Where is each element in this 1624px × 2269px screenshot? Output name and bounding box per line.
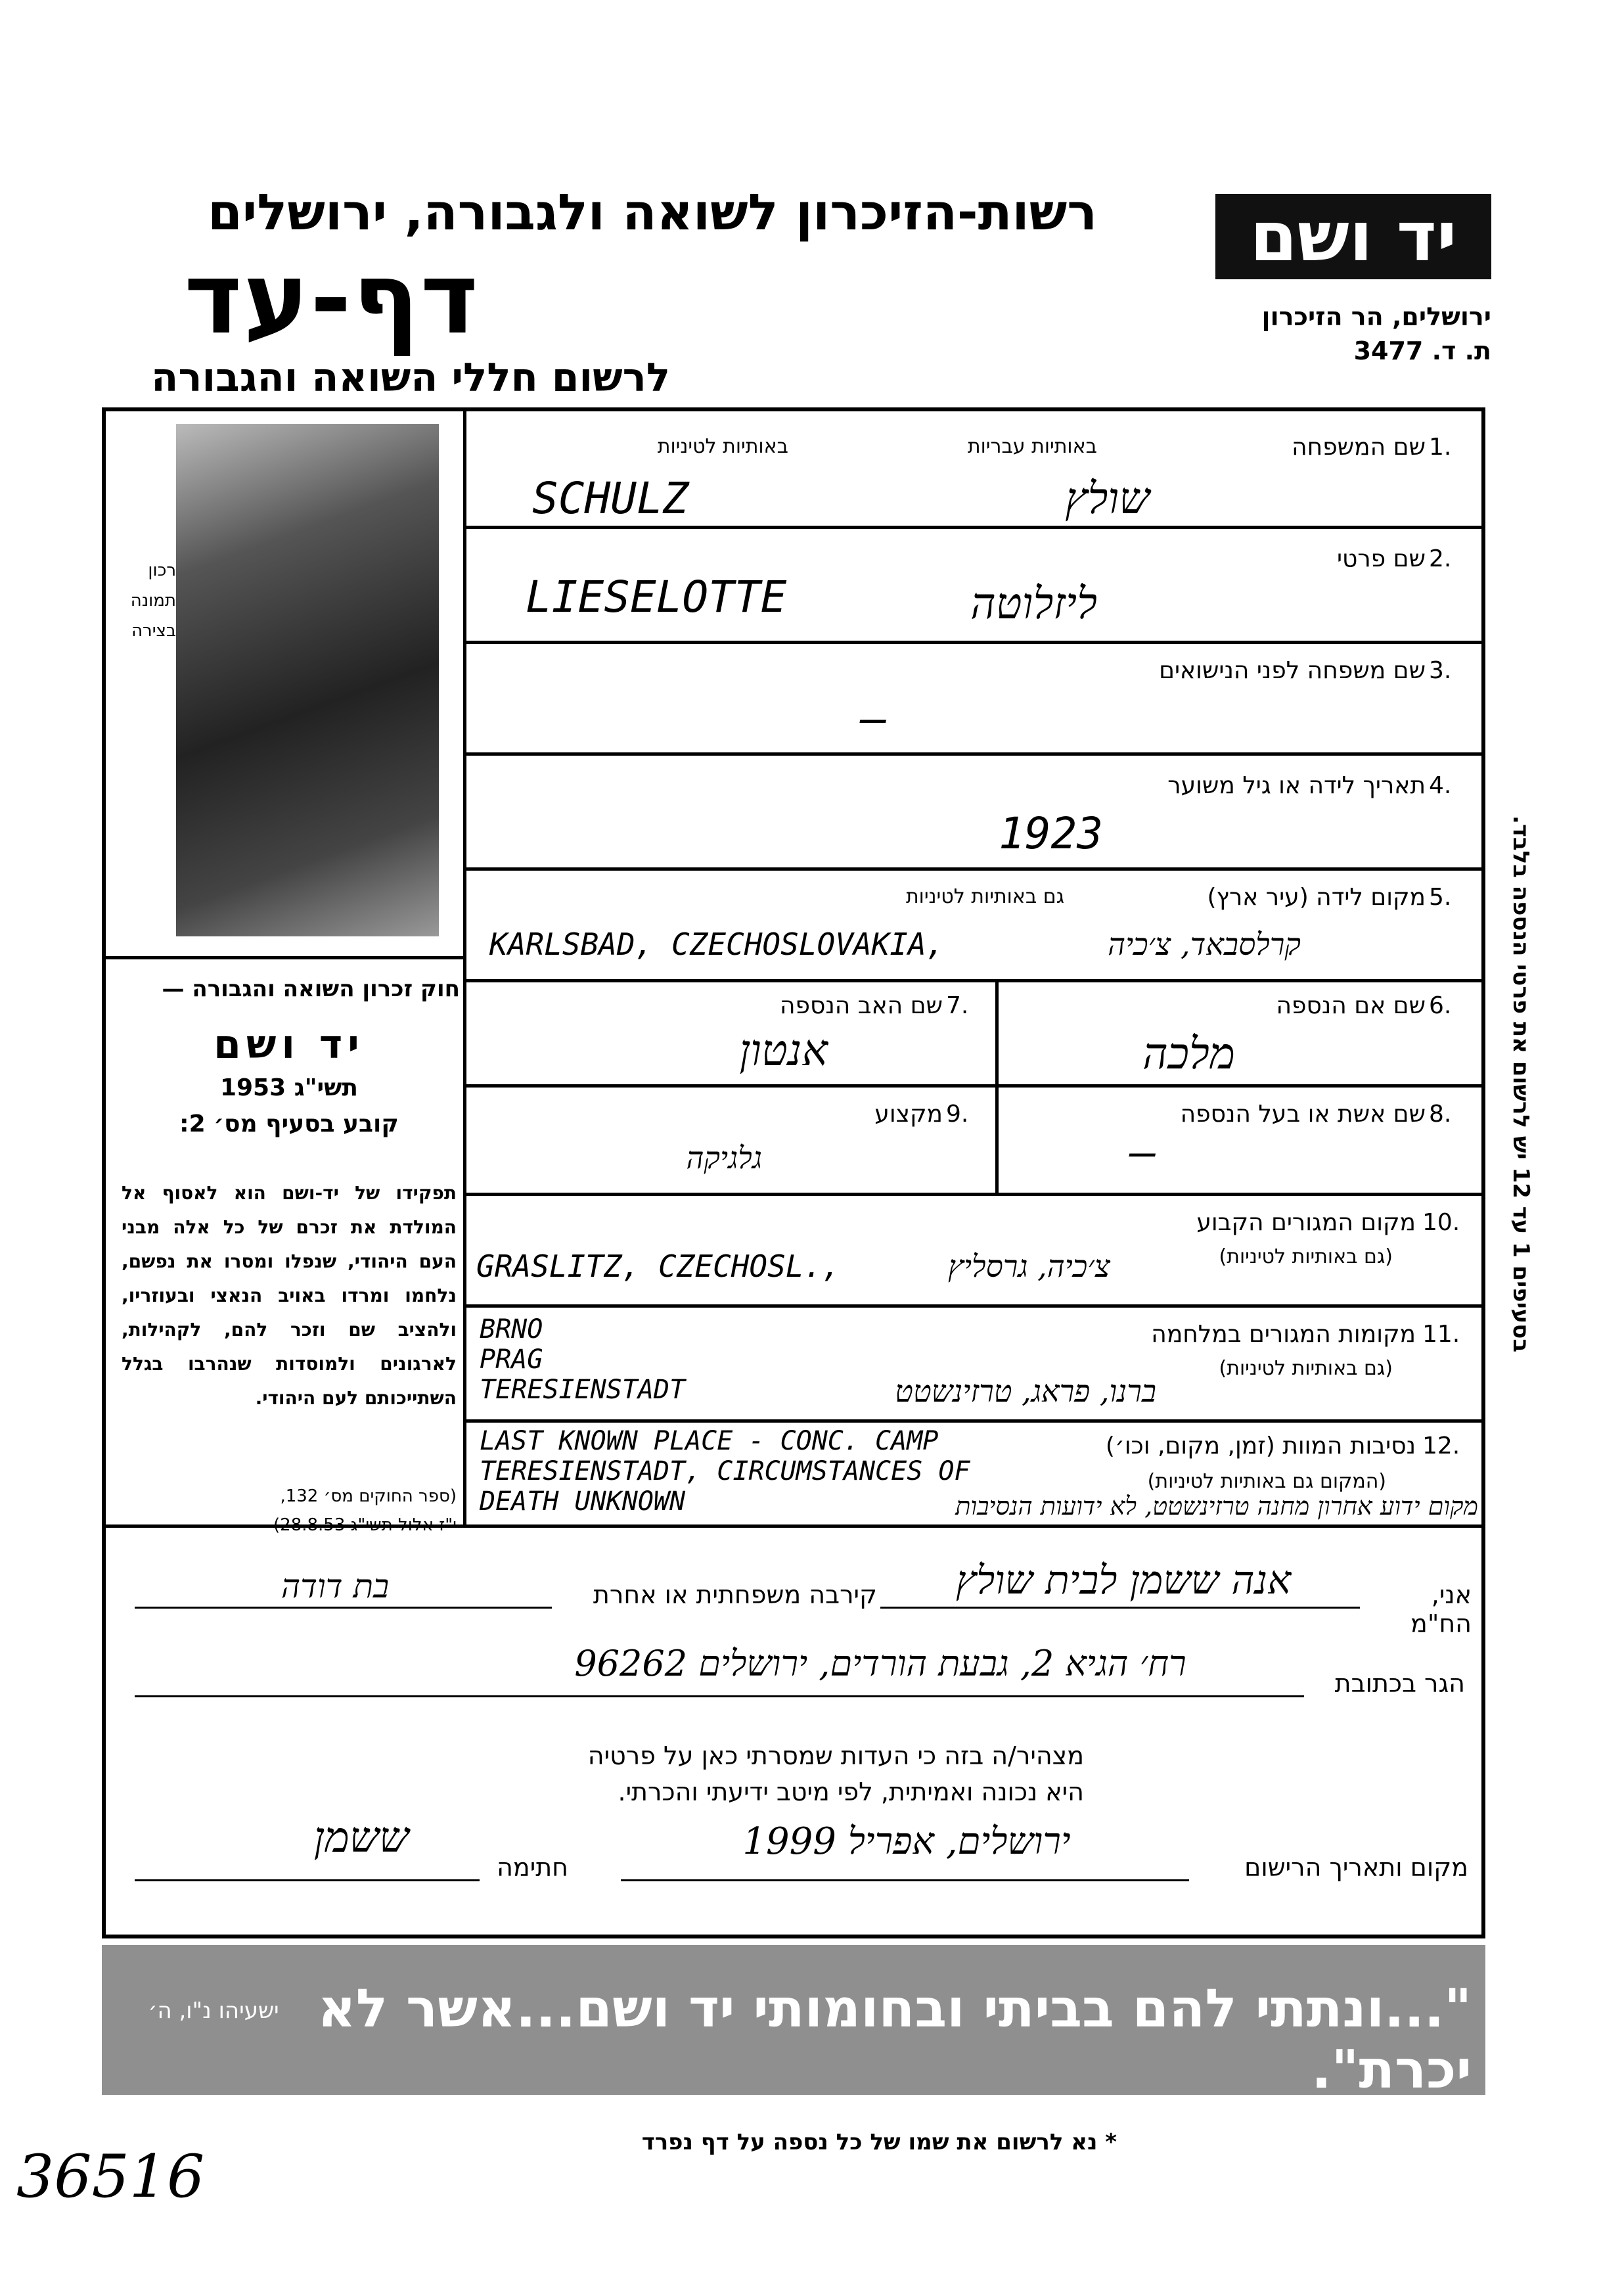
field-number: 1. [1429, 434, 1452, 461]
wartime-residence-latin-value: BRNO PRAG TERESIENSTADT [480, 1314, 686, 1405]
footnote: * נא לרשום את שמו של כל נספה על דף נפרד [641, 2129, 1117, 2155]
relation-label: קירבה משפחתית או אחרת [593, 1580, 877, 1609]
victim-photo [176, 424, 439, 936]
place-date-value: ירושלים, אפריל 1999 [742, 1820, 1071, 1863]
field-number: 11. [1422, 1321, 1460, 1348]
banner-quote: "...ונתתי להם בביתי ובחומותי יד ושם...אשר לא יכרת". [317, 1978, 1472, 2100]
birth-place-latin-value: KARLSBAD, CZECHOSLOVAKIA, [489, 927, 945, 962]
field-sub-latin-note: (המקום גם באותיות לטיניות) [1147, 1470, 1386, 1493]
row-divider [463, 1084, 1485, 1088]
name-underline [880, 1607, 1360, 1609]
law-org: יד ושם [214, 1022, 365, 1068]
law-year: תשי"ג 1953 [219, 1074, 359, 1101]
profession-value: גלגיקה [686, 1140, 762, 1176]
field-number: 10. [1422, 1209, 1460, 1236]
address-label: הגר בכתובת [1334, 1669, 1465, 1698]
father-name-value: אנטון [739, 1025, 828, 1076]
form-title: דף-עד [184, 242, 480, 356]
relation-value: בת דודה [281, 1567, 390, 1605]
field-label-birth-date: תאריך לידה או גיל משוער [1167, 772, 1426, 799]
field-number: 7. [946, 992, 969, 1019]
field-label-first-name: שם פרטי [1336, 545, 1426, 572]
mother-name-value: מלכה [1142, 1028, 1235, 1079]
field-number: 6. [1429, 992, 1452, 1019]
birth-place-hebrew-value: קרלסבאד, צ׳כיה [1108, 927, 1301, 962]
field-label-family-name: שם המשפחה [1292, 434, 1426, 461]
field-number: 9. [946, 1101, 969, 1128]
field-label-mother-name: שם אם הנספה [1276, 992, 1426, 1019]
archive-number: 36516 [16, 2142, 205, 2211]
split-divider [995, 979, 999, 1196]
field-number: 4. [1429, 772, 1452, 799]
field-label-birth-place: מקום לידה (עיר ארץ) [1207, 884, 1426, 911]
relation-underline [135, 1607, 552, 1609]
logo-pobox: ת. ד. 3477 [1353, 336, 1491, 365]
first-name-latin-value: LIESELOTTE [526, 572, 787, 622]
field-sub-latin-note: (גם באותיות לטיניות) [1219, 1245, 1393, 1268]
row-divider [463, 752, 1485, 756]
row-divider [463, 526, 1485, 529]
row-divider [463, 1304, 1485, 1308]
law-clause: קובע בסעיף מס׳ 2: [179, 1111, 399, 1137]
hebrew-letters-header: באותיות עבריות [967, 435, 1097, 458]
photo-caption: רכון תמונה בצירה [130, 561, 176, 641]
family-name-latin-value: SCHULZ [532, 473, 689, 524]
signature-value: ששמן [313, 1814, 409, 1862]
field-label-maiden-name: שם משפחה לפני הנישואים [1159, 657, 1426, 684]
field-label-spouse-name: שם אשת או בעל הנספה [1180, 1101, 1426, 1128]
form-subtitle: לרשום חללי השואה והגבורה [151, 355, 670, 401]
law-title: חוק זכרון השואה והגבורה — [162, 976, 460, 1002]
row-divider [463, 1419, 1485, 1423]
field-number: 5. [1429, 884, 1452, 911]
field-number: 3. [1429, 657, 1452, 684]
place-date-label: מקום ותאריך הרישום [1244, 1853, 1468, 1882]
place-date-underline [621, 1879, 1189, 1881]
field-label-profession: מקצוע [874, 1101, 943, 1128]
field-number: 12. [1422, 1432, 1460, 1459]
permanent-residence-hebrew-value: צ׳כיה, גרסליץ [948, 1249, 1110, 1284]
field-sub-latin-note: גם באותיות לטיניות [905, 885, 1064, 908]
spouse-name-value: — [1130, 1127, 1156, 1178]
signature-label: חתימה [497, 1853, 568, 1882]
circumstances-latin-value: LAST KNOWN PLACE - CONC. CAMP TERESIENSTADT, CIRCUMSTANCES OF DEATH UNKNOWN [480, 1426, 970, 1517]
field-sub-latin-note: (גם באותיות לטיניות) [1219, 1357, 1393, 1380]
wartime-residence-hebrew-value: ברנו, פראג, טרזינשטט [895, 1373, 1156, 1409]
field-label-permanent-residence: מקום המגורים הקבוע [1196, 1209, 1416, 1236]
circumstances-hebrew-value: מקום ידוע אחרון מחנה טרזינשטט, לא ידועות הנסיבות [955, 1492, 1478, 1521]
law-text: תפקידו של יד-ושם הוא לאסוף אל המולדת את זכרם של כל אלה מבני העם היהודי, שנפלו ומסרו את נפשם, נלחמו ומרדו באויב הנאצי ובעוזריו, ולהציב שם וזכר להם, לקהילות, לארגונים ולמוסדות שנהרבו בגלל השתייכותם לעם היהודי. [122, 1182, 457, 1409]
field-label-wartime-residence: מקומות המגורים במלחמה [1151, 1321, 1416, 1348]
row-divider [463, 641, 1485, 644]
family-name-hebrew-value: שולץ [1065, 473, 1150, 524]
statement-line-2: היא נכונה ואמיתית, לפי מיטב ידיעתי והכרתי. [618, 1777, 1084, 1806]
organization-title: רשות-הזיכרון לשואה ולגבורה, ירושלים [208, 183, 1097, 241]
row-divider [463, 1193, 1485, 1196]
statement-line-1: מצהיר/ה בזה כי העדות שמסרתי כאן על פרטיה [587, 1741, 1084, 1770]
field-number: 2. [1429, 545, 1452, 572]
address-value: רח׳ הגיא 2, גבעת הורדים, ירושלים 96262 [574, 1643, 1186, 1684]
sidenote: בסעיפים 1 עד 12 יש לרשום את פרטי הנספה בלבד. [1508, 815, 1534, 1353]
field-label-father-name: שם האב הנספה [780, 992, 943, 1019]
law-source: (ספר החוקים מס׳ 132, י"ז אלול תשי"ג 28.8.53) [273, 1486, 457, 1535]
left-column-divider [463, 407, 466, 1528]
maiden-name-value: — [861, 693, 887, 744]
banner-source: ישעיהו נ"ו, ה׳ [148, 1998, 279, 2024]
first-name-hebrew-value: ליזלוטה [970, 578, 1097, 629]
photo-bottom-divider [102, 956, 464, 959]
field-label-circumstances-of-death: נסיבות המוות (זמן, מקום, וכו׳) [1105, 1432, 1416, 1459]
declarant-name-value: אנה ששמן לבית שולץ [955, 1557, 1292, 1603]
yad-vashem-logo: יד ושם [1215, 194, 1491, 279]
logo-address: ירושלים, הר הזיכרון [1261, 302, 1491, 331]
address-underline [135, 1695, 1304, 1697]
birth-date-value: 1923 [999, 808, 1103, 859]
latin-letters-header: באותיות לטיניות [657, 435, 788, 458]
permanent-residence-latin-value: GRASLITZ, CZECHOSL., [476, 1249, 840, 1284]
declaration-prefix: אני, הח"מ [1410, 1580, 1472, 1638]
signature-underline [135, 1879, 480, 1881]
row-divider [463, 867, 1485, 871]
row-divider [463, 979, 1485, 982]
field-number: 8. [1429, 1101, 1452, 1128]
